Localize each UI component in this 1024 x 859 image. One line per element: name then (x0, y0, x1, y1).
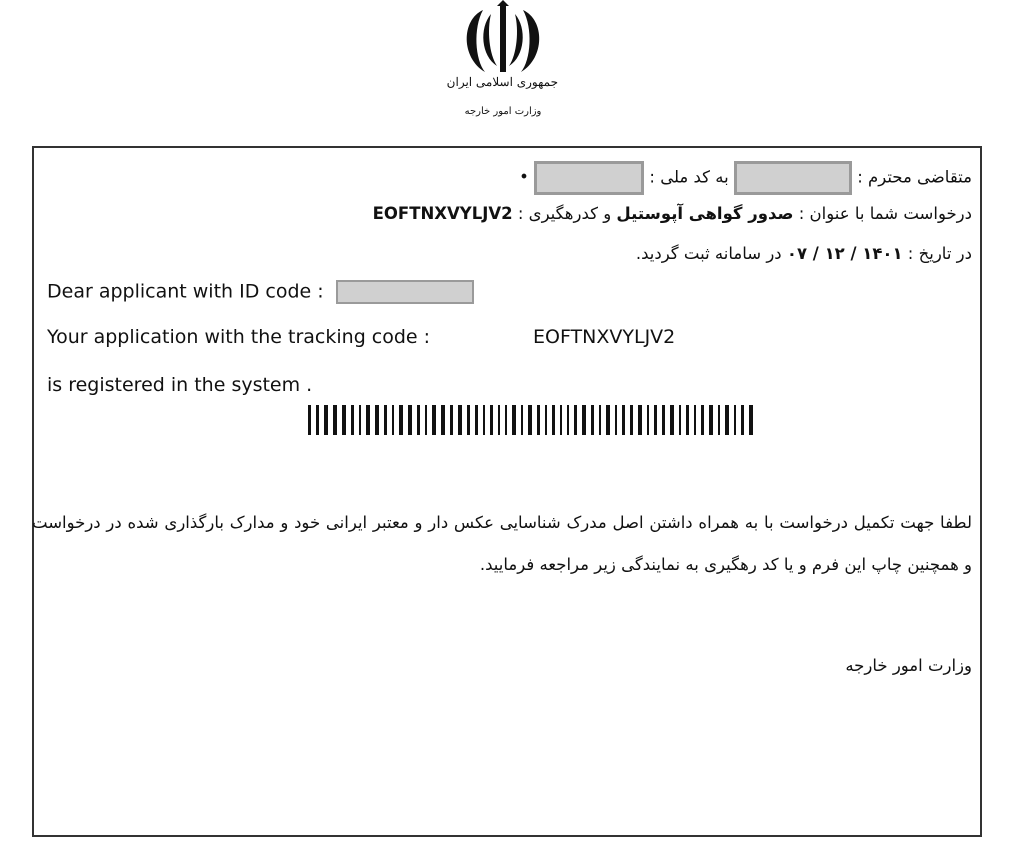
barcode-bar (408, 405, 412, 435)
barcode-bar (567, 405, 569, 435)
tracking-code-en: EOFTNXVYLJV2 (533, 326, 676, 348)
barcode-bar (615, 405, 617, 435)
emblem-caption-ministry: وزارت امور خارجه (464, 106, 542, 117)
barcode-bar (467, 405, 470, 435)
barcode-bar (701, 405, 704, 435)
barcode-bar (324, 405, 328, 435)
barcode-bar (537, 405, 540, 435)
barcode-bar (458, 405, 462, 435)
instructions-paragraph: لطفا جهت تکمیل درخواست با به همراه داشتن اصل مدرک شناسایی عکس دار و معتبر ایرانی خود و مدارک بارگذاری شده در درخواست و همچنین چاپ این فرم و یا کد رهگیری به نمایندگی زیر مراجعه فرمایید. (32, 513, 972, 574)
barcode-bar (654, 405, 657, 435)
barcode-bar (505, 405, 507, 435)
date-value: ۱۴۰۱ / ۱۲ / ۰۷ (786, 244, 903, 263)
barcode-bar (622, 405, 625, 435)
barcode-bar (574, 405, 577, 435)
barcode-bar (366, 405, 370, 435)
barcode-bar (734, 405, 736, 435)
emblem-icon (453, 0, 553, 78)
tracking-barcode (308, 405, 756, 435)
dear-line (47, 280, 474, 304)
barcode-bar (686, 405, 689, 435)
redacted-id-code (336, 280, 474, 304)
iran-emblem (448, 0, 558, 135)
barcode-bar (599, 405, 601, 435)
national-code-label: به کد ملی : (649, 167, 729, 187)
barcode-bar (606, 405, 610, 435)
emblem-caption-country: جمهوری اسلامی ایران (446, 75, 558, 89)
date-line (636, 244, 972, 263)
barcode-bar (528, 405, 532, 435)
barcode-bar (399, 405, 403, 435)
barcode-bar (308, 405, 311, 435)
barcode-bar (375, 405, 379, 435)
request-title: صدور گواهی آپوستیل (616, 204, 794, 223)
barcode-bar (441, 405, 445, 435)
barcode-bar (718, 405, 720, 435)
redacted-national-code (534, 161, 644, 195)
tracking-label: و کدرهگیری : (517, 204, 612, 223)
barcode-bar (392, 405, 394, 435)
barcode-bar (351, 405, 354, 435)
signature: وزارت امور خارجه (845, 656, 972, 675)
applicant-line: متقاضی محترم : به کد ملی : • (519, 161, 972, 195)
barcode-bar (741, 405, 744, 435)
tracking-code-fa: EOFTNXVYLJV2 (372, 204, 513, 223)
barcode-bar (647, 405, 649, 435)
date-suffix: در سامانه ثبت گردید. (635, 244, 782, 263)
barcode-bar (679, 405, 681, 435)
barcode-bar (417, 405, 420, 435)
barcode-bar (725, 405, 729, 435)
barcode-bar (630, 405, 633, 435)
barcode-bar (694, 405, 696, 435)
dear-label: Dear applicant with ID code : (47, 280, 324, 303)
barcode-bar (662, 405, 665, 435)
request-line (373, 204, 972, 223)
barcode-bar (512, 405, 516, 435)
barcode-bar (359, 405, 361, 435)
barcode-bar (425, 405, 427, 435)
barcode-bar (552, 405, 555, 435)
barcode-bar (316, 405, 319, 435)
barcode-bar (342, 405, 346, 435)
redacted-name (734, 161, 852, 195)
barcode-bar (670, 405, 674, 435)
barcode-bar (384, 405, 387, 435)
barcode-bar (432, 405, 436, 435)
barcode-bar (521, 405, 523, 435)
barcode-bar (483, 405, 485, 435)
date-prefix: در تاریخ : (907, 244, 972, 263)
barcode-bar (709, 405, 713, 435)
barcode-bar (560, 405, 562, 435)
tracking-line-label: Your application with the tracking code : (47, 326, 431, 348)
barcode-bar (749, 405, 753, 435)
barcode-bar (450, 405, 453, 435)
barcode-bar (591, 405, 594, 435)
barcode-bar (490, 405, 493, 435)
barcode-bar (545, 405, 547, 435)
barcode-bar (582, 405, 586, 435)
barcode-bar (333, 405, 337, 435)
barcode-bar (498, 405, 500, 435)
registered-line: is registered in the system . (47, 374, 313, 396)
barcode-bar (475, 405, 478, 435)
barcode-bar (638, 405, 642, 435)
request-prefix: درخواست شما با عنوان : (798, 204, 972, 223)
applicant-label: متقاضی محترم : (857, 167, 972, 187)
